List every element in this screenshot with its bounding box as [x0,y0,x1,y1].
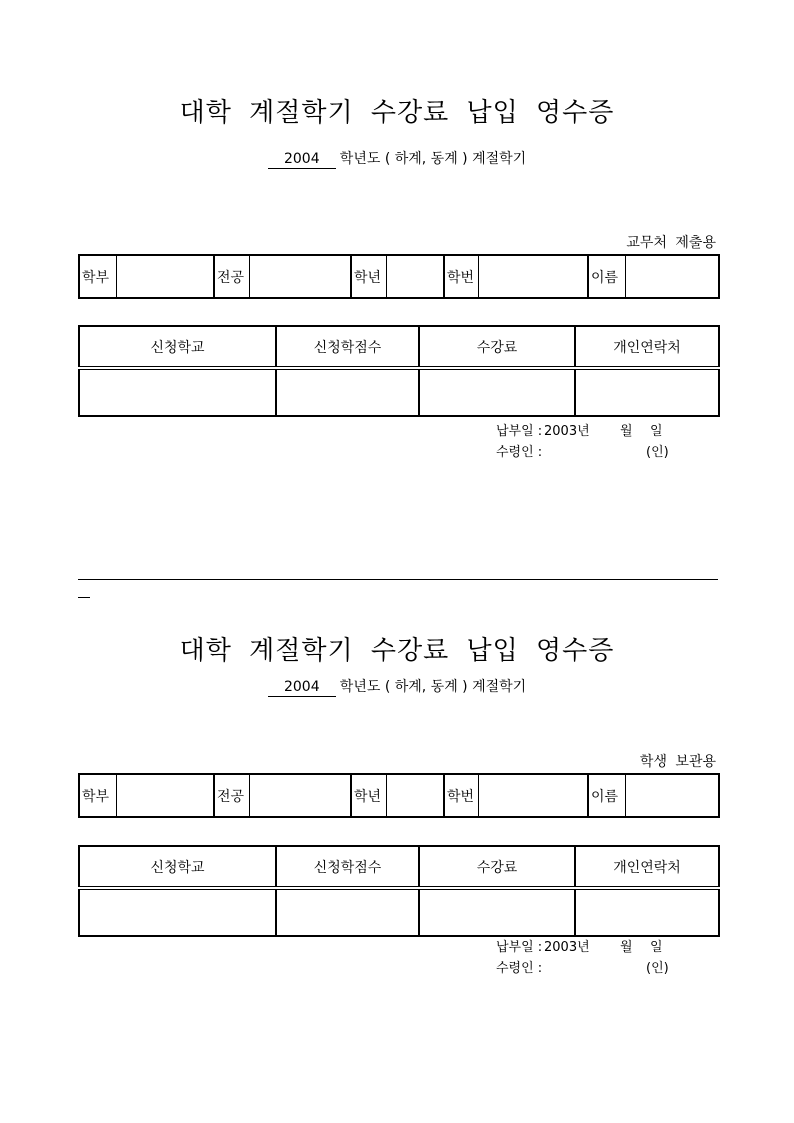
fee-cell[interactable] [419,888,575,936]
term-text: 학년도 ( 하계, 동계 ) 계절학기 [339,151,527,167]
col-header-fee: 수강료 [419,846,575,888]
academic-term-line [0,150,794,169]
payment-year: 2003년 [544,940,590,955]
receipt-student-copy [0,536,794,976]
name-label: 이름 [588,255,625,298]
major-label: 전공 [214,774,249,817]
payment-block [496,937,696,979]
receipt-office-copy [0,0,794,460]
credits-cell[interactable] [276,368,419,416]
payment-day: 일 [650,940,663,955]
name-field[interactable] [625,774,719,817]
col-header-credits: 신청학점수 [276,326,419,368]
receiver-row [496,958,696,979]
col-header-credits: 신청학점수 [276,846,419,888]
receiver-row [496,442,696,463]
major-field[interactable] [249,255,351,298]
payment-date-row [496,937,696,958]
copy-label: 교무처 제출용 [626,235,716,251]
payment-year: 2003년 [544,424,590,439]
grade-field[interactable] [386,255,444,298]
payment-date-label: 납부일 : [496,424,543,439]
academic-year: 2004 [268,678,336,697]
student-no-field[interactable] [478,774,588,817]
application-table [78,325,720,417]
application-table [78,845,720,937]
student-info-table [78,773,720,818]
payment-day: 일 [650,424,663,439]
name-label: 이름 [588,774,625,817]
col-header-contact: 개인연락처 [575,326,719,368]
major-field[interactable] [249,774,351,817]
payment-month: 월 [620,940,633,955]
payment-date-label: 납부일 : [496,940,543,955]
school-cell[interactable] [79,888,276,936]
seal-mark: (인) [646,445,669,460]
receiver-label: 수령인 : [496,961,543,976]
receipt-title: 대학 계절학기 수강료 납입 영수증 [179,98,615,128]
grade-label: 학년 [351,774,386,817]
major-label: 전공 [214,255,249,298]
dept-field[interactable] [116,774,214,817]
col-header-fee: 수강료 [419,326,575,368]
contact-cell[interactable] [575,888,719,936]
student-no-label: 학번 [444,255,478,298]
student-no-field[interactable] [478,255,588,298]
contact-cell[interactable] [575,368,719,416]
payment-block [496,421,696,463]
fee-cell[interactable] [419,368,575,416]
academic-term-line [0,678,794,697]
grade-field[interactable] [386,774,444,817]
payment-date-row [496,421,696,442]
student-no-label: 학번 [444,774,478,817]
copy-label: 학생 보관용 [639,754,716,770]
grade-label: 학년 [351,255,386,298]
credits-cell[interactable] [276,888,419,936]
payment-month: 월 [620,424,633,439]
col-header-school: 신청학교 [79,846,276,888]
dept-label: 학부 [79,774,116,817]
dept-field[interactable] [116,255,214,298]
col-header-contact: 개인연락처 [575,846,719,888]
academic-year: 2004 [268,150,336,169]
receipt-title: 대학 계절학기 수강료 납입 영수증 [179,636,615,666]
dept-label: 학부 [79,255,116,298]
school-cell[interactable] [79,368,276,416]
term-text: 학년도 ( 하계, 동계 ) 계절학기 [339,679,527,695]
receiver-label: 수령인 : [496,445,543,460]
name-field[interactable] [625,255,719,298]
col-header-school: 신청학교 [79,326,276,368]
student-info-table [78,254,720,299]
seal-mark: (인) [646,961,669,976]
